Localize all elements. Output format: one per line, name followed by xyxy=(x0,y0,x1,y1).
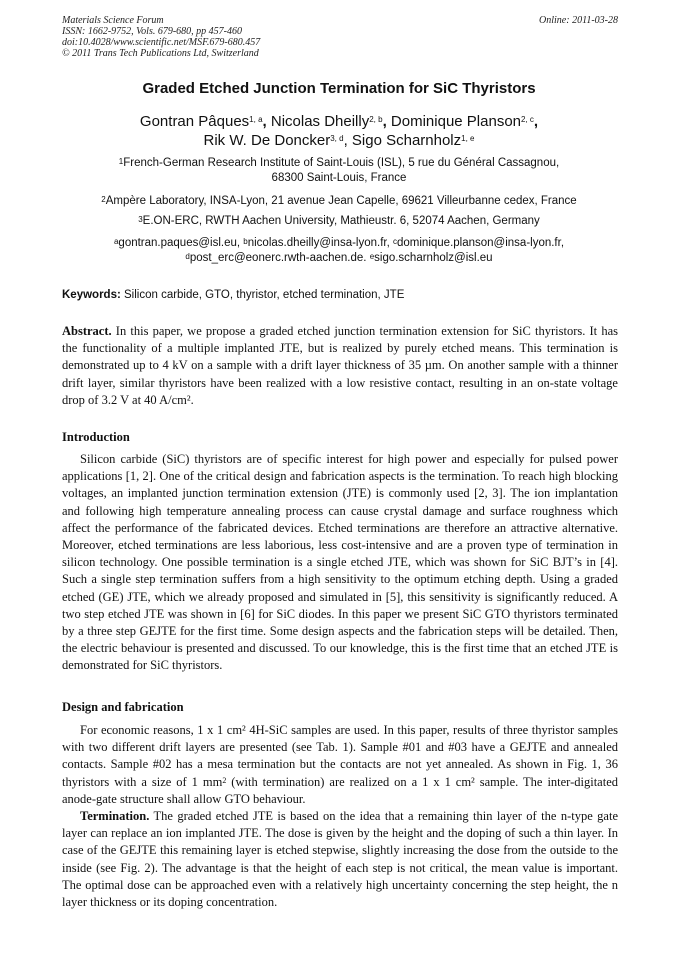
email-mark: d xyxy=(185,252,190,261)
author-affil-mark: 2, c xyxy=(521,115,534,124)
design-body xyxy=(62,722,618,911)
email-mark: b xyxy=(243,237,248,246)
paragraph-text: For economic reasons, 1 x 1 cm² 4H-SiC samples are used. In this paper, results of three thyristor samples with two different drift layers are presented (see Tab. 1). Sample #01 and #03 have a GEJTE and annealed contacts. Sample #02 has a mesa termination but the contacts are not yet annealed. As shown in Fig. 1, 36 thyristors with a size of 1 mm xyxy=(62,723,618,789)
email[interactable]: gontran.paques@isl.eu, xyxy=(118,237,244,249)
keywords-label: Keywords: xyxy=(62,289,121,301)
author-name: Sigo Scharnholz xyxy=(351,132,462,149)
author-affil-mark: 3, d xyxy=(330,134,344,143)
journal-header xyxy=(62,15,618,59)
paragraph xyxy=(62,722,618,808)
run-in-heading: Termination. xyxy=(80,809,150,824)
paragraph: Silicon carbide (SiC) thyristors are of specific interest for high power and especially for pulsed power applications [1, 2]. One of the critical design and fabrication aspects is the termination. To reach high blocking voltages, an implanted junction termination extension (JTE) is commonly used [2, 3]. The ion implantation and following high temperature annealing process can cause crystal damage and surface roughness which affect the performance of the fabricated devices. Etched terminations are therefore an attractive alternative. Moreover, etched terminations are less laborious, less cost-intensive and are a proven type of termination in silicon technology. One possible termination is a single etched JTE, which was shown for SiC BJT’s in [4]. Such a single step termination suffers from a high sensitivity to the optimum etching depth. Using a graded etched (GE) JTE, which we already proposed and simulated in [5], this sensitivity is significantly reduced. A two step etched JTE was shown in [6] for SiC diodes. In this paper we present SiC GTO thyristors terminated by a three step GEJTE for the first time. Some design aspects and the fabrication steps will be detailed. Then, the electric behaviour is presented and discussed. To our knowledge, this is the first time that an etched JTE is demonstrated for SiC thyristors. xyxy=(62,452,618,673)
affil-mark: 1 xyxy=(118,157,124,166)
affil-text: French-German Research Institute of Saint-Louis (ISL), 5 rue du Général Cassagnou, xyxy=(123,157,560,169)
email-mark: a xyxy=(113,237,119,246)
paper-title: Graded Etched Junction Termination for SiC Thyristors xyxy=(142,80,536,97)
keywords-text: Silicon carbide, GTO, thyristor, etched termination, JTE xyxy=(120,289,405,301)
online-date: Online: 2011-03-28 xyxy=(539,15,618,26)
abstract-text: In this paper, we propose a graded etched junction termination extension for SiC thyristors. It has the functionality of a multiple implanted JTE, but is realized by purely etched means. This termination is demonstrated up to 4 kV on a sample with a drift layer thickness of 35 µm. On another sample with a thinner drift layer, similar thyristors have been realized with a low resistive contact, resulting in an on-state voltage drop of 3.2 V at 40 A/cm². xyxy=(62,324,618,407)
email-list xyxy=(0,236,678,266)
paragraph-text: (with termination) are realized on a 1 x 1 cm² sample. The inter-digitated anode-gate structure shall allow GTO behaviour. xyxy=(62,774,618,806)
affil-text: Ampère Laboratory, INSA-Lyon, 21 avenue Jean Capelle, 69621 Villeurbanne cedex, France xyxy=(105,195,577,207)
design-heading: Design and fabrication xyxy=(62,700,184,714)
author-affil-mark: 1, a xyxy=(249,115,263,124)
author-affil-mark: 2, b xyxy=(369,115,383,124)
copyright-line: © 2011 Trans Tech Publications Ltd, Switzerland xyxy=(62,48,259,59)
affiliation-2 xyxy=(0,194,678,209)
email[interactable]: nicolas.dheilly@insa-lyon.fr, xyxy=(247,237,393,249)
author-name: Gontran Pâques xyxy=(139,113,250,130)
author-name: Rik W. De Doncker xyxy=(203,132,331,149)
email-mark: c xyxy=(393,237,397,246)
email[interactable]: dominique.planson@insa-lyon.fr, xyxy=(397,237,565,249)
author-list: Gontran Pâques$^{1, a}$, Nicolas Dheilly$^{2, b}$, Dominique Planson$^{2, c}$, Rik W. De Doncker$^{3, d}$, Sigo Scharnholz$^{1, e}$ xyxy=(139,113,539,149)
affiliation-1 xyxy=(0,156,678,186)
email[interactable]: sigo.scharnholz@isl.eu xyxy=(374,252,493,264)
author-name: Dominique Planson xyxy=(390,113,521,130)
introduction-heading: Introduction xyxy=(62,430,130,444)
abstract xyxy=(62,323,618,409)
abstract-label: Abstract. xyxy=(62,324,112,338)
superscript: 2 xyxy=(222,775,227,785)
keywords xyxy=(62,289,618,301)
email[interactable]: post_erc@eonerc.rwth-aachen.de. xyxy=(189,252,370,264)
paragraph xyxy=(62,808,618,911)
affiliation-3 xyxy=(0,214,678,229)
affil-text: 68300 Saint-Louis, France xyxy=(271,172,407,184)
affil-mark: 3 xyxy=(138,215,143,224)
introduction-body xyxy=(62,451,618,675)
issn-line: ISSN: 1662-9752, Vols. 679-680, pp 457-460 xyxy=(62,26,242,37)
author-affil-mark: 1, e xyxy=(461,134,475,143)
paragraph-text: The graded etched JTE is based on the idea that a remaining thin layer of the n-type gate layer can replace an ion implanted JTE. The dose is given by the height and the doping of such a thin layer. In case of the GEJTE this remaining layer is etched stepwise, slightly increasing the dose from the outside to the inside (see Fig. 2). The advantage is that the height of each step is not critical, the mean value is important. The optimal dose can be approached even with a relatively high uncertainty concerning the step height, the n layer thickness or its doping concentration. xyxy=(62,809,618,910)
journal-name: Materials Science Forum xyxy=(62,15,164,26)
doi-line: doi:10.4028/www.scientific.net/MSF.679-680.457 xyxy=(62,37,261,48)
email-mark: e xyxy=(369,252,375,261)
affil-text: E.ON-ERC, RWTH Aachen University, Mathieustr. 6, 52074 Aachen, Germany xyxy=(142,215,540,227)
affil-mark: 2 xyxy=(101,195,106,204)
author-name: Nicolas Dheilly xyxy=(270,113,370,130)
